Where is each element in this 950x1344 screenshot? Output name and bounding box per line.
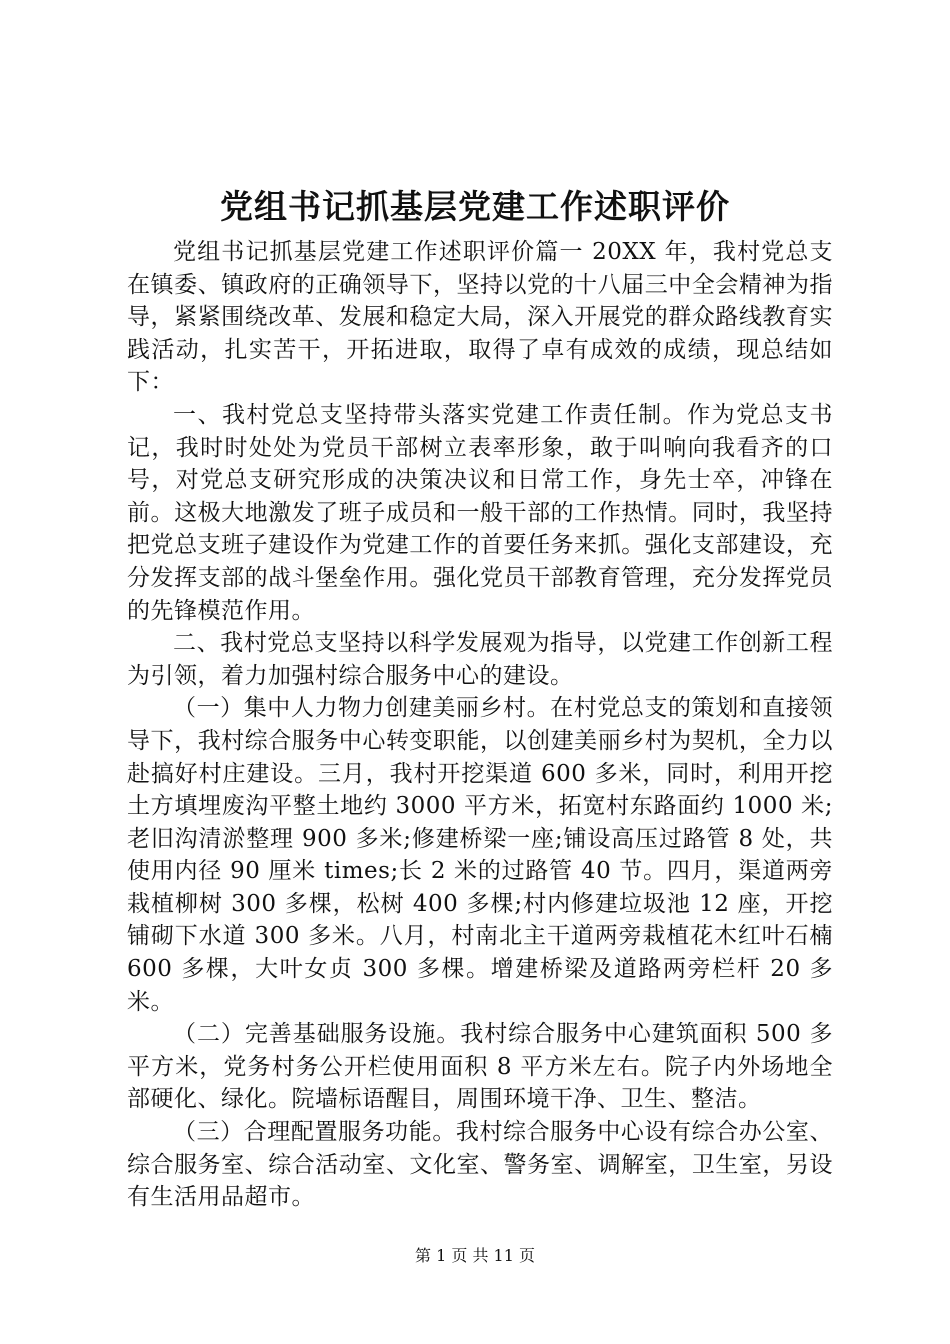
paragraph-subsection-2: （二）完善基础服务设施。我村综合服务中心建筑面积 500 多平方米，党务村务公开栏使用面积 8 平方米左右。院子内外场地全部硬化、绿化。院墙标语醒目，周围环境干净、卫生、整洁。 [127,1021,833,1113]
paragraph-section-1: 一、我村党总支坚持带头落实党建工作责任制。作为党总支书记，我时时处处为党员干部树立表率形象，敢于叫响向我看齐的口号，对党总支研究形成的决策决议和日常工作，身先士卒，冲锋在前。这极大地激发了班子成员和一般干部的工作热情。同时，我坚持把党总支班子建设作为党建工作的首要任务来抓。强化支部建设，充分发挥支部的战斗堡垒作用。强化党员干部教育管理，充分发挥党员的先锋模范作用。 [127,401,833,624]
paragraph-section-2: 二、我村党总支坚持以科学发展观为指导，以党建工作创新工程为引领，着力加强村综合服务中心的建设。 [127,630,833,689]
paragraph-subsection-1: （一）集中人力物力创建美丽乡村。在村党总支的策划和直接领导下，我村综合服务中心转变职能，以创建美丽乡村为契机，全力以赴搞好村庄建设。三月，我村开挖渠道 600 多米，同时，利用开挖土方填埋废沟平整土地约 3000 平方米，拓宽村东路面约 1000 米;老旧沟清淤整理 900 多米;修建桥梁一座;铺设高压过路管 8 处，共使用内径 90 厘米 times;长 2 米的过路管 40 节。四月，渠道两旁栽植柳树 300 多棵，松树 400 多棵;村内修建垃圾池 12 座，开挖铺砌下水道 300 多米。八月，村南北主干道两旁栽植花木红叶石楠 600 多棵，大叶女贞 300 多棵。增建桥梁及道路两旁栏杆 20 多米。 [127,695,833,1015]
paragraph-intro: 党组书记抓基层党建工作述职评价篇一 20XX 年，我村党总支在镇委、镇政府的正确领导下，坚持以党的十八届三中全会精神为指导，紧紧围绕改革、发展和稳定大局，深入开展党的群众路线教育实践活动，扎实苦干，开拓进取，取得了卓有成效的成绩，现总结如下： [127,239,833,396]
page-number-footer: 第 1 页 共 11 页 [415,1246,535,1265]
paragraph-subsection-3: （三）合理配置服务功能。我村综合服务中心设有综合办公室、综合服务室、综合活动室、文化室、警务室、调解室，卫生室，另设有生活用品超市。 [127,1119,833,1211]
document-body [127,236,833,1214]
document-title: 党组书记抓基层党建工作述职评价 [220,187,730,226]
